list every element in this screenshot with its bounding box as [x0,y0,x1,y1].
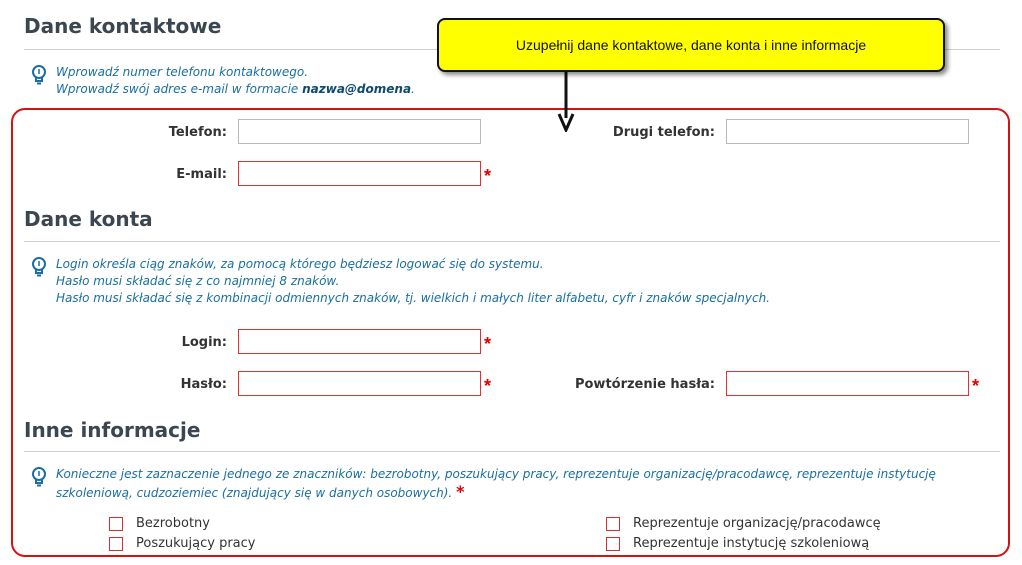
password-repeat-label: Powtórzenie hasła: [574,377,715,392]
info-text: Wprowadź swój adres e-mail w formacie nazwa@domena. [56,82,415,96]
arrow-down-icon [555,72,577,132]
checkbox-box[interactable] [606,517,620,531]
divider [24,241,1000,242]
info-box-other [30,466,936,502]
checkbox-organizacja[interactable] [606,516,881,531]
section-title-contact: Dane kontaktowe [24,14,222,38]
callout-text: Uzupełnij dane kontaktowe, dane konta i inne informacje [515,37,867,53]
info-text: Login określa ciąg znaków, za pomocą którego będziesz logować się do systemu. [56,257,544,271]
info-text: szkoleniową, cudzoziemiec (znajdujący się w danych osobowych). * [56,482,465,501]
email-input[interactable] [238,161,481,186]
info-text: Konieczne jest zaznaczenie jednego ze znaczników: bezrobotny, poszukujący pracy, reprezentuje organizację/pracodawcę, reprezentuje instytucję [56,467,936,481]
checkbox-poszukujacy[interactable] [109,536,256,551]
checkbox-box[interactable] [606,537,620,551]
info-text: Hasło musi składać się z co najmniej 8 znaków. [56,274,340,288]
callout-tooltip [437,18,945,72]
section-title-account: Dane konta [24,207,153,231]
required-marker: * [972,376,980,396]
phone-label: Telefon: [168,125,227,140]
checkbox-label: Reprezentuje organizację/pracodawcę [633,516,881,531]
password-input[interactable] [238,371,481,396]
required-marker: * [456,482,465,501]
lightbulb-icon [30,466,48,488]
checkbox-label: Bezrobotny [136,516,210,531]
login-input[interactable] [238,329,481,354]
password-label: Hasło: [180,377,227,392]
required-marker: * [484,376,492,396]
info-text: Wprowadź numer telefonu kontaktowego. [56,65,309,79]
info-box-contact [30,64,415,98]
phone2-label: Drugi telefon: [612,125,715,140]
lightbulb-icon [30,256,48,278]
divider [24,451,1000,452]
checkbox-label: Poszukujący pracy [136,536,256,551]
lightbulb-icon [30,64,48,86]
password-repeat-input[interactable] [726,371,969,396]
checkbox-label: Reprezentuje instytucję szkoleniową [633,536,870,551]
info-box-account [30,256,770,307]
checkbox-box[interactable] [109,517,123,531]
required-marker: * [484,166,492,186]
section-title-other: Inne informacje [24,418,201,442]
checkbox-bezrobotny[interactable] [109,516,210,531]
email-label: E-mail: [176,167,227,182]
checkbox-box[interactable] [109,537,123,551]
info-text: Hasło musi składać się z kombinacji odmiennych znaków, tj. wielkich i małych liter alfabetu, cyfr i znaków specjalnych. [56,291,770,305]
checkbox-instytucja[interactable] [606,536,869,551]
phone2-input[interactable] [726,119,969,144]
required-marker: * [484,334,492,354]
phone-input[interactable] [238,119,481,144]
email-format-hint: nazwa@domena [302,82,412,96]
login-label: Login: [181,335,227,350]
